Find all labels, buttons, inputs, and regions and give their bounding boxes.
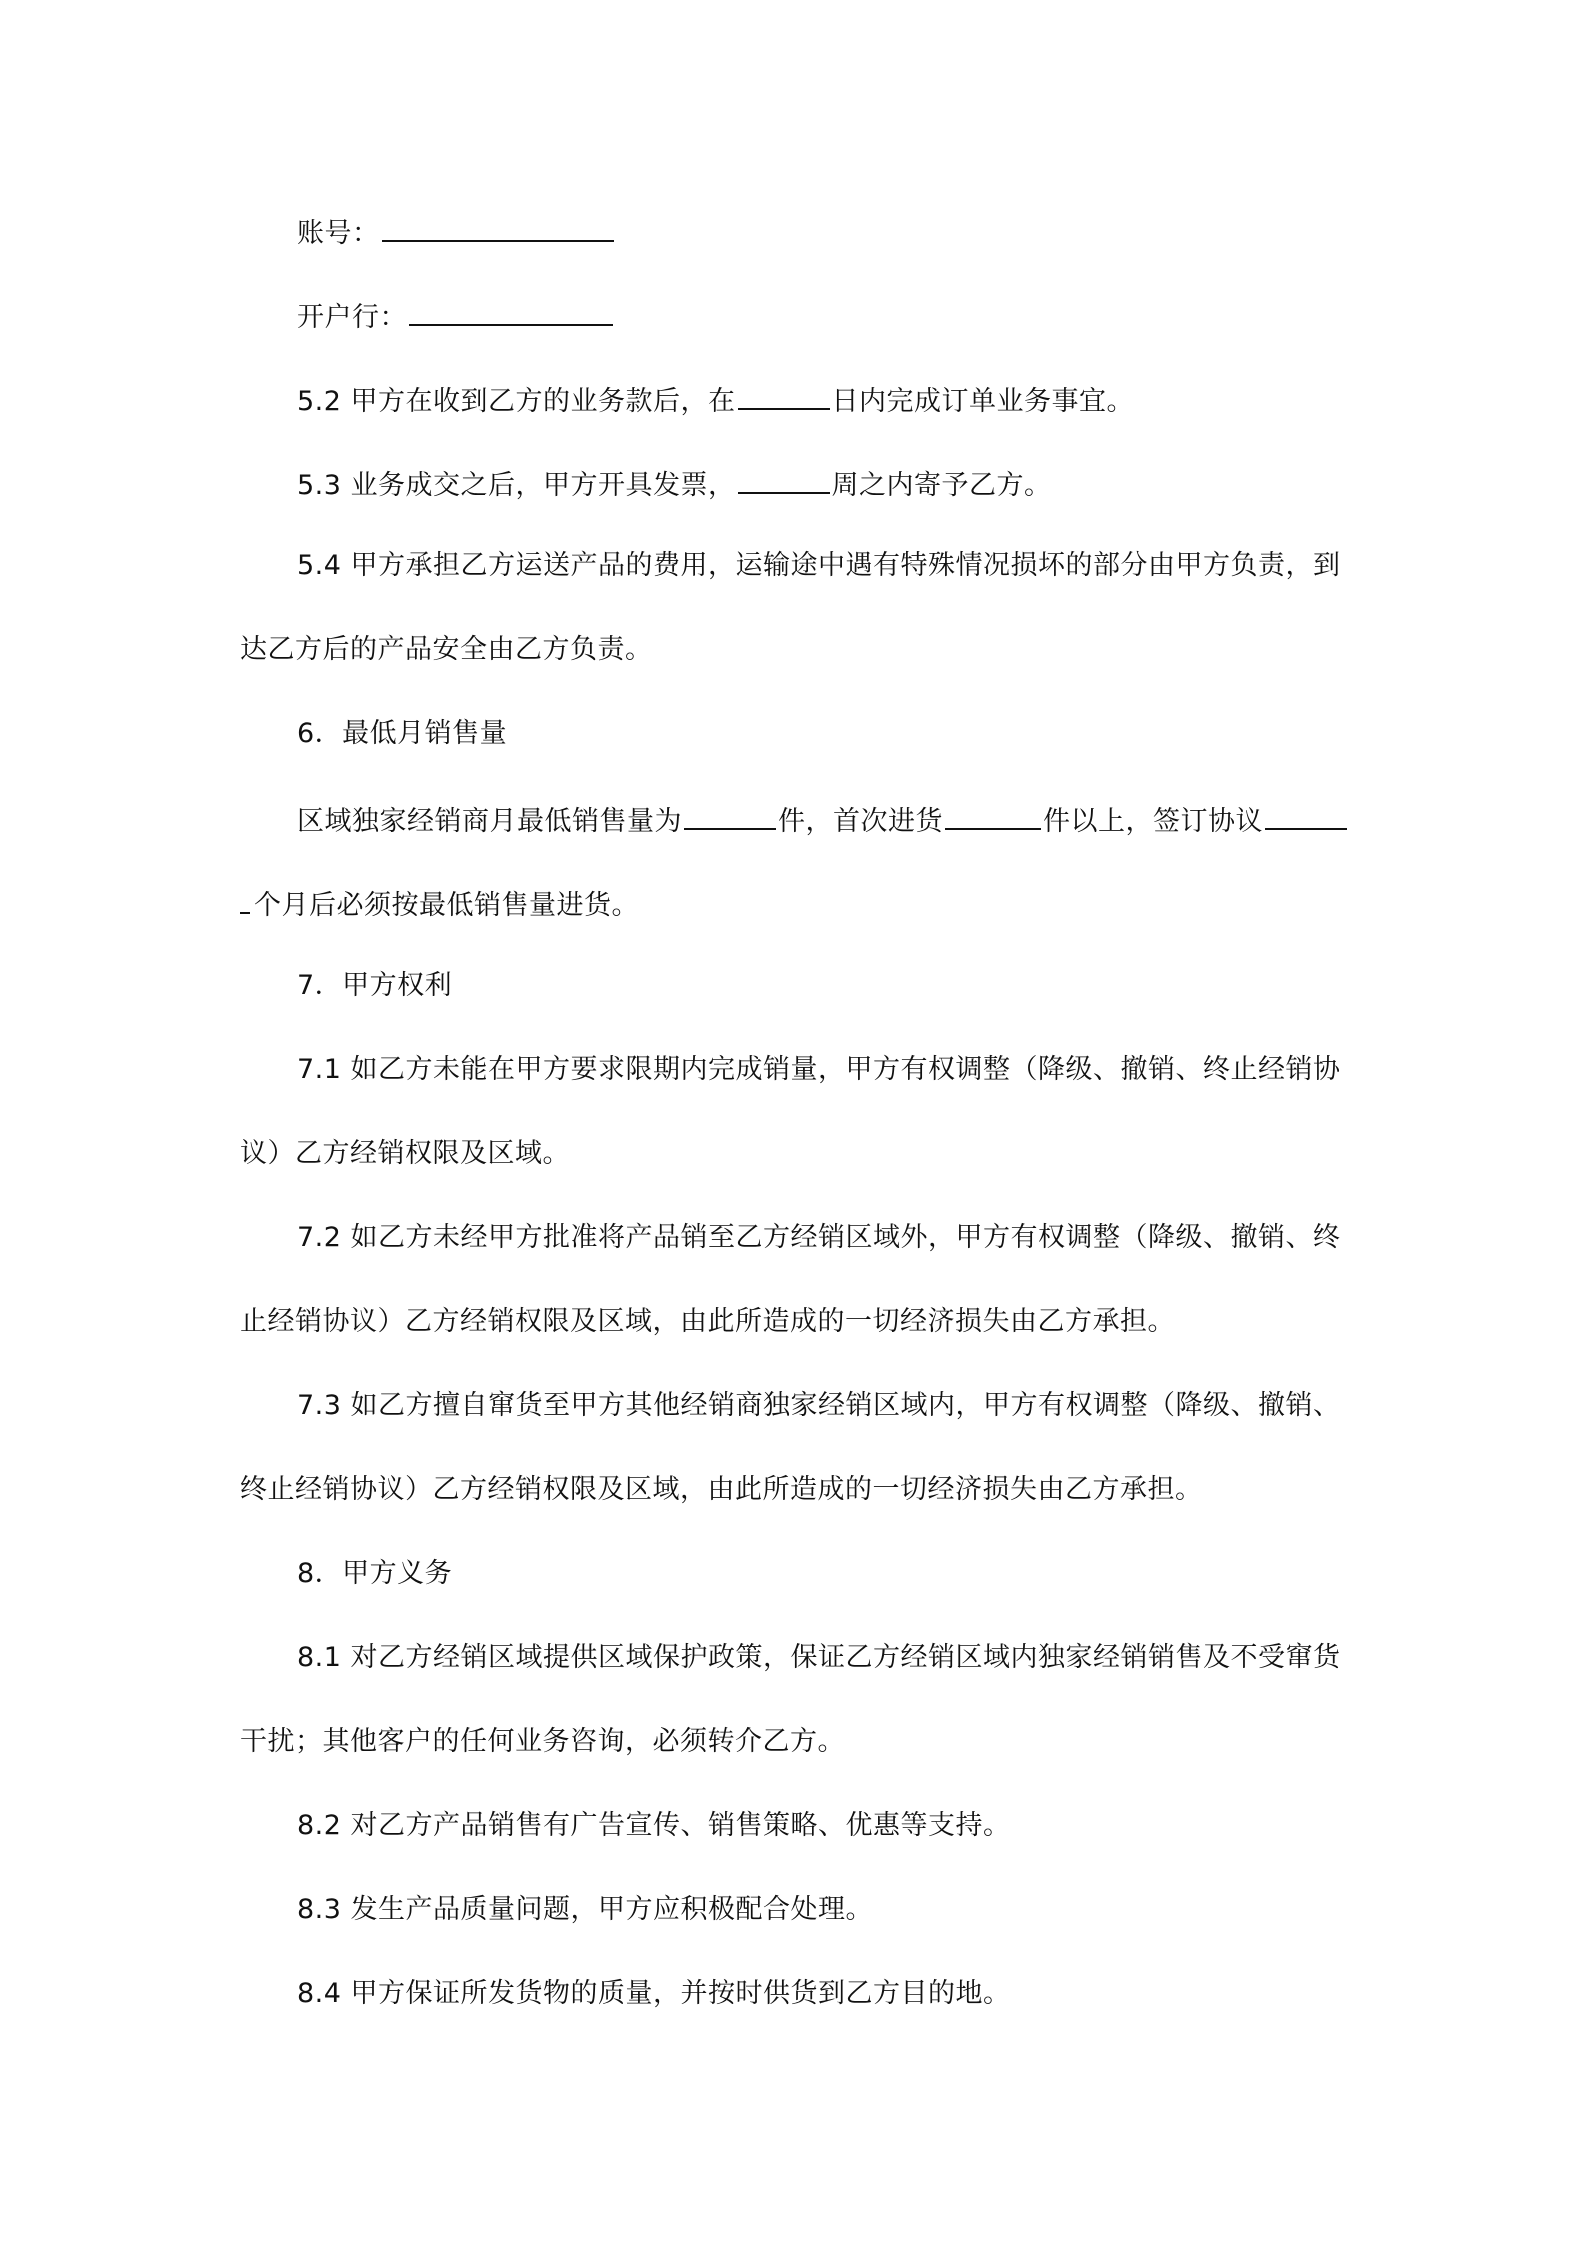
section-6-text-a: 区域独家经销商月最低销售量为 (297, 806, 682, 837)
bank-blank (409, 294, 613, 326)
clause-5-2-text-b: 日内完成订单业务事宜。 (831, 386, 1135, 417)
clause-7-1-line-2 (240, 1134, 1360, 1174)
clause-5-4-text-b: 达乙方后的产品安全由乙方负责。 (240, 634, 653, 665)
section-6-body-line-2 (240, 882, 1360, 922)
clause-7-1-line-1 (297, 1050, 1360, 1090)
section-6-blank-2 (945, 798, 1041, 830)
clause-8-1-text-b: 干扰；其他客户的任何业务咨询，必须转介乙方。 (240, 1726, 845, 1757)
clause-8-1-line-1 (297, 1638, 1360, 1678)
section-8-title (297, 1554, 1360, 1594)
clause-7-3-line-1 (297, 1386, 1360, 1426)
section-7-title-text: 7．甲方权利 (297, 970, 453, 1001)
clause-8-4-text: 8.4 甲方保证所发货物的质量，并按时供货到乙方目的地。 (297, 1978, 1011, 2009)
section-6-blank-1 (684, 798, 776, 830)
section-6-blank-3 (1265, 798, 1347, 830)
section-8-title-text: 8．甲方义务 (297, 1558, 453, 1589)
clause-5-3-text-a: 5.3 业务成交之后，甲方开具发票， (297, 470, 736, 501)
clause-5-2 (297, 378, 1360, 418)
clause-7-3-text-a: 7.3 如乙方擅自窜货至甲方其他经销商独家经销区域内，甲方有权调整（降级、撤销、 (297, 1390, 1341, 1421)
clause-5-2-blank (738, 378, 830, 410)
section-6-text-b: 件，首次进货 (778, 806, 943, 837)
section-6-title (297, 714, 1360, 754)
clause-8-4 (297, 1974, 1360, 2014)
clause-7-1-text-b: 议）乙方经销权限及区域。 (240, 1138, 570, 1169)
clause-7-2-line-1 (297, 1218, 1360, 1258)
section-6-title-text: 6．最低月销售量 (297, 718, 508, 749)
clause-7-1-text-a: 7.1 如乙方未能在甲方要求限期内完成销量，甲方有权调整（降级、撤销、终止经销协 (297, 1054, 1341, 1085)
clause-5-2-text-a: 5.2 甲方在收到乙方的业务款后，在 (297, 386, 736, 417)
account-blank (382, 210, 614, 242)
clause-5-3-blank (738, 462, 830, 494)
clause-5-4-line-1 (297, 546, 1360, 586)
clause-5-4-text-a: 5.4 甲方承担乙方运送产品的费用，运输途中遇有特殊情况损坏的部分由甲方负责，到 (297, 550, 1341, 581)
section-6-blank-3-continued (240, 882, 250, 914)
section-6-text-c: 件以上，签订协议 (1043, 806, 1263, 837)
clause-7-2-text-b: 止经销协议）乙方经销权限及区域，由此所造成的一切经济损失由乙方承担。 (240, 1306, 1175, 1337)
clause-5-3-text-b: 周之内寄予乙方。 (831, 470, 1052, 501)
section-6-body-line-1 (297, 798, 1360, 838)
account-line (297, 210, 1360, 250)
clause-8-3-text: 8.3 发生产品质量问题，甲方应积极配合处理。 (297, 1894, 874, 1925)
bank-label: 开户行： (297, 302, 407, 333)
clause-8-2 (297, 1806, 1360, 1846)
clause-5-4-line-2 (240, 630, 1360, 670)
clause-7-3-line-2 (240, 1470, 1360, 1510)
clause-5-3 (297, 462, 1360, 502)
clause-8-1-line-2 (240, 1722, 1360, 1762)
bank-line (297, 294, 1360, 334)
clause-8-3 (297, 1890, 1360, 1930)
clause-7-2-text-a: 7.2 如乙方未经甲方批准将产品销至乙方经销区域外，甲方有权调整（降级、撤销、终 (297, 1222, 1341, 1253)
clause-8-1-text-a: 8.1 对乙方经销区域提供区域保护政策，保证乙方经销区域内独家经销销售及不受窜货 (297, 1642, 1341, 1673)
section-6-text-d: 个月后必须按最低销售量进货。 (254, 890, 639, 921)
account-label: 账号： (297, 218, 380, 249)
clause-8-2-text: 8.2 对乙方产品销售有广告宣传、销售策略、优惠等支持。 (297, 1810, 1011, 1841)
clause-7-3-text-b: 终止经销协议）乙方经销权限及区域，由此所造成的一切经济损失由乙方承担。 (240, 1474, 1203, 1505)
section-7-title (297, 966, 1360, 1006)
clause-7-2-line-2 (240, 1302, 1360, 1342)
